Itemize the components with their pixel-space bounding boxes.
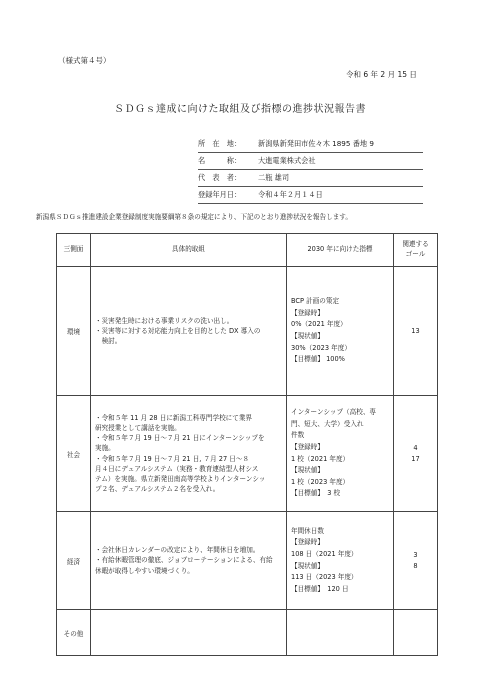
form-number: （様式第４号） xyxy=(58,56,111,65)
indicator-line: 【目標値】 100% xyxy=(291,355,345,364)
goal-number: 3 xyxy=(413,550,418,559)
activity-line: テム）を実施。県立新発田南高等学校よりインターンシッ xyxy=(95,474,266,483)
indicator-cell xyxy=(287,610,394,656)
indicator-line: 【目標値】 120 日 xyxy=(291,584,349,593)
goal-number: 13 xyxy=(411,326,420,335)
indicator-cell xyxy=(287,512,394,610)
indicator-line: 年間休日数 xyxy=(291,526,324,535)
activity-line: ・令和５年 11 月 28 日に新潟工科専門学校にて業界 xyxy=(95,413,253,422)
goal-cell xyxy=(394,610,438,656)
info-row-name xyxy=(198,153,423,170)
indicator-line: 【登録時】 xyxy=(291,442,324,451)
indicator-line: BCP 計画の策定 xyxy=(291,297,340,306)
activities-cell xyxy=(91,512,287,610)
table-row xyxy=(57,267,438,396)
category-cell: その他 xyxy=(57,610,91,656)
activities-cell xyxy=(91,396,287,512)
table-row xyxy=(57,512,438,610)
indicator-line: 【現状値】 xyxy=(291,332,324,340)
indicator-line: 1 校（2021 年度） xyxy=(291,454,350,463)
table-row xyxy=(57,610,438,656)
activity-line: 休暇が取得しやすい環境づくり。 xyxy=(95,566,194,575)
table-header-row xyxy=(57,234,438,267)
company-info xyxy=(198,136,423,204)
info-value: 令和４年２月１４日 xyxy=(258,190,323,199)
activity-line: ・災害発生時における事業リスクの洗い出し。 xyxy=(95,316,234,325)
header-activities: 具体的取組 xyxy=(91,234,287,267)
goal-number: 8 xyxy=(413,561,418,570)
progress-table xyxy=(56,233,438,656)
header-category: 三側面 xyxy=(57,234,91,267)
header-goal xyxy=(394,234,438,267)
indicator-line: 【登録時】 xyxy=(291,308,324,317)
activity-line: 実施。 xyxy=(95,444,115,453)
table-row xyxy=(57,396,438,512)
indicator-line: インターンシップ（高校、専 xyxy=(291,408,377,417)
goal-cell xyxy=(394,396,438,512)
activity-line: 月４日にデュアルシステム（実務・教育連結型人材シス xyxy=(95,464,259,473)
info-row-representative xyxy=(198,170,423,187)
info-label: 名 称： xyxy=(198,156,242,165)
category-cell: 社会 xyxy=(57,396,91,512)
report-title: ＳＤＧｓ達成に向けた取組及び指標の進捗状況報告書 xyxy=(114,104,366,115)
header-goal-line: 関連する xyxy=(402,240,429,249)
info-value: 大進電業株式会社 xyxy=(258,156,316,165)
indicator-line: 108 日（2021 年度） xyxy=(291,549,358,558)
indicator-cell xyxy=(287,267,394,396)
indicator-line: 門、短大、大学）受入れ xyxy=(291,419,364,428)
activity-line: 研究授業として講話を実施。 xyxy=(95,423,181,432)
goal-number: 4 xyxy=(413,443,418,452)
info-value: 新潟県新発田市佐々木 1895 番地 9 xyxy=(258,139,374,148)
indicator-line: 30%（2023 年度） xyxy=(291,343,351,352)
indicator-line: 0%（2021 年度） xyxy=(291,320,347,329)
indicator-line: 【登録時】 xyxy=(291,538,324,547)
goal-cell xyxy=(394,267,438,396)
intro-text: 新潟県ＳＤＧｓ推進建設企業登録制度実施要綱第８条の規定により、下記のとおり進捗状況を報告します。 xyxy=(36,213,352,221)
indicator-line: 【現状値】 xyxy=(291,466,324,475)
indicator-line: 【目標値】 3 校 xyxy=(291,489,341,498)
activity-line: 検討。 xyxy=(95,337,122,346)
activity-line: ・令和５年７月 19 日～７月 21 日にインターンシップを xyxy=(95,434,265,443)
indicator-line: 件数 xyxy=(291,431,305,440)
info-value: 二瓶 雄司 xyxy=(258,173,290,182)
activity-line: ・有給休暇管理の徹底、ジョブローテーションによる、有給 xyxy=(95,556,273,565)
indicator-line: 1 校（2023 年度） xyxy=(291,477,350,486)
indicator-line: 【現状値】 xyxy=(291,561,324,570)
activity-line: ・令和５年７月 19 日～７月 21 日, ７月 27 日～８ xyxy=(95,454,250,463)
activities-cell xyxy=(91,610,287,656)
indicator-cell xyxy=(287,396,394,512)
header-indicator: 2030 年に向けた指標 xyxy=(287,234,394,267)
report-date: 令和 6 年 2 月 15 日 xyxy=(346,70,417,79)
category-cell: 経済 xyxy=(57,512,91,610)
goal-cell xyxy=(394,512,438,610)
activity-line: プ２名、デュアルシステム２名を受入れ。 xyxy=(95,485,220,494)
indicator-line: 113 日（2023 年度） xyxy=(291,573,358,582)
info-row-registration-date xyxy=(198,187,423,204)
category-cell: 環境 xyxy=(57,267,91,396)
header-goal-line: ゴール xyxy=(405,250,426,258)
info-label: 所 在 地： xyxy=(198,139,242,148)
activities-cell xyxy=(91,267,287,396)
goal-number: 17 xyxy=(411,454,420,463)
activity-line: ・災害等に対する対応能力向上を目的とした DX 導入の xyxy=(95,326,261,335)
info-label: 代 表 者： xyxy=(198,173,242,182)
activity-line: ・会社休日カレンダーの改定により、年間休日を増加。 xyxy=(95,546,260,555)
info-row-address xyxy=(198,136,423,153)
info-label: 登録年月日： xyxy=(198,190,242,199)
